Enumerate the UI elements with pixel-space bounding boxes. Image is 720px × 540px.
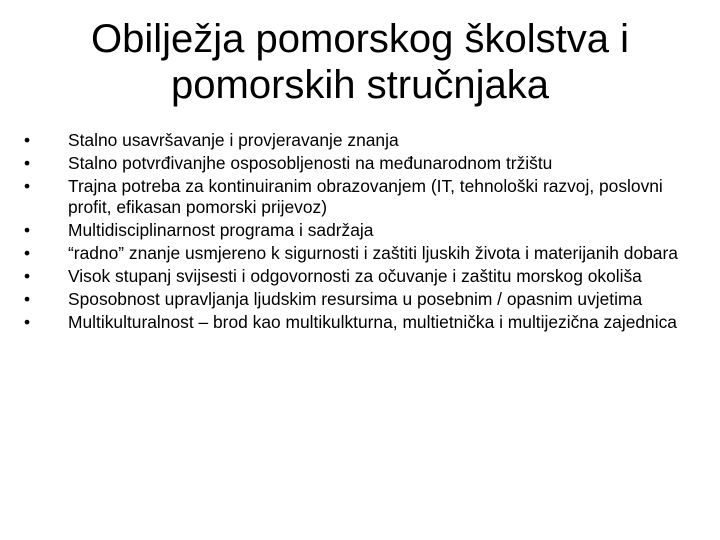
bullet-icon: •	[24, 153, 31, 173]
bullet-item	[18, 289, 698, 310]
bullet-icon: •	[24, 289, 31, 309]
bullet-icon: •	[24, 130, 31, 150]
bullet-item	[18, 220, 698, 241]
bullet-text: Sposobnost upravljanja ljudskim resursima u posebnim / opasnim uvjetima	[68, 289, 643, 309]
bullet-icon: •	[24, 220, 31, 240]
bullet-icon: •	[24, 266, 31, 286]
bullet-text: Multikulturalnost – brod kao multikulkturna, multietnička i multijezična zajednica	[68, 312, 677, 332]
bullet-text: Stalno usavršavanje i provjeravanje znanja	[68, 130, 399, 150]
bullet-item	[18, 312, 698, 333]
bullet-item	[18, 266, 698, 287]
bullet-text: Stalno potvrđivanjhe osposobljenosti na međunarodnom tržištu	[68, 153, 553, 173]
bullet-list	[18, 130, 698, 335]
bullet-icon: •	[24, 176, 31, 196]
bullet-text: Multidisciplinarnost programa i sadržaja	[68, 220, 374, 240]
bullet-text: Trajna potreba za kontinuiranim obrazovanjem (IT, tehnološki razvoj, poslovni profit, efikasan pomorski prijevoz)	[68, 176, 663, 217]
bullet-item	[18, 176, 698, 218]
slide-title: Obilježja pomorskog školstva i pomorskih stručnjaka	[91, 17, 629, 107]
bullet-icon: •	[24, 243, 31, 263]
bullet-item	[18, 243, 698, 264]
bullet-text: “radno” znanje usmjereno k sigurnosti i zaštiti ljuskih života i materijanih dobara	[68, 243, 678, 263]
bullet-text: Visok stupanj svijsesti i odgovornosti za očuvanje i zaštitu morskog okoliša	[68, 266, 642, 286]
bullet-item	[18, 130, 698, 151]
bullet-item	[18, 153, 698, 174]
bullet-icon: •	[24, 312, 31, 332]
